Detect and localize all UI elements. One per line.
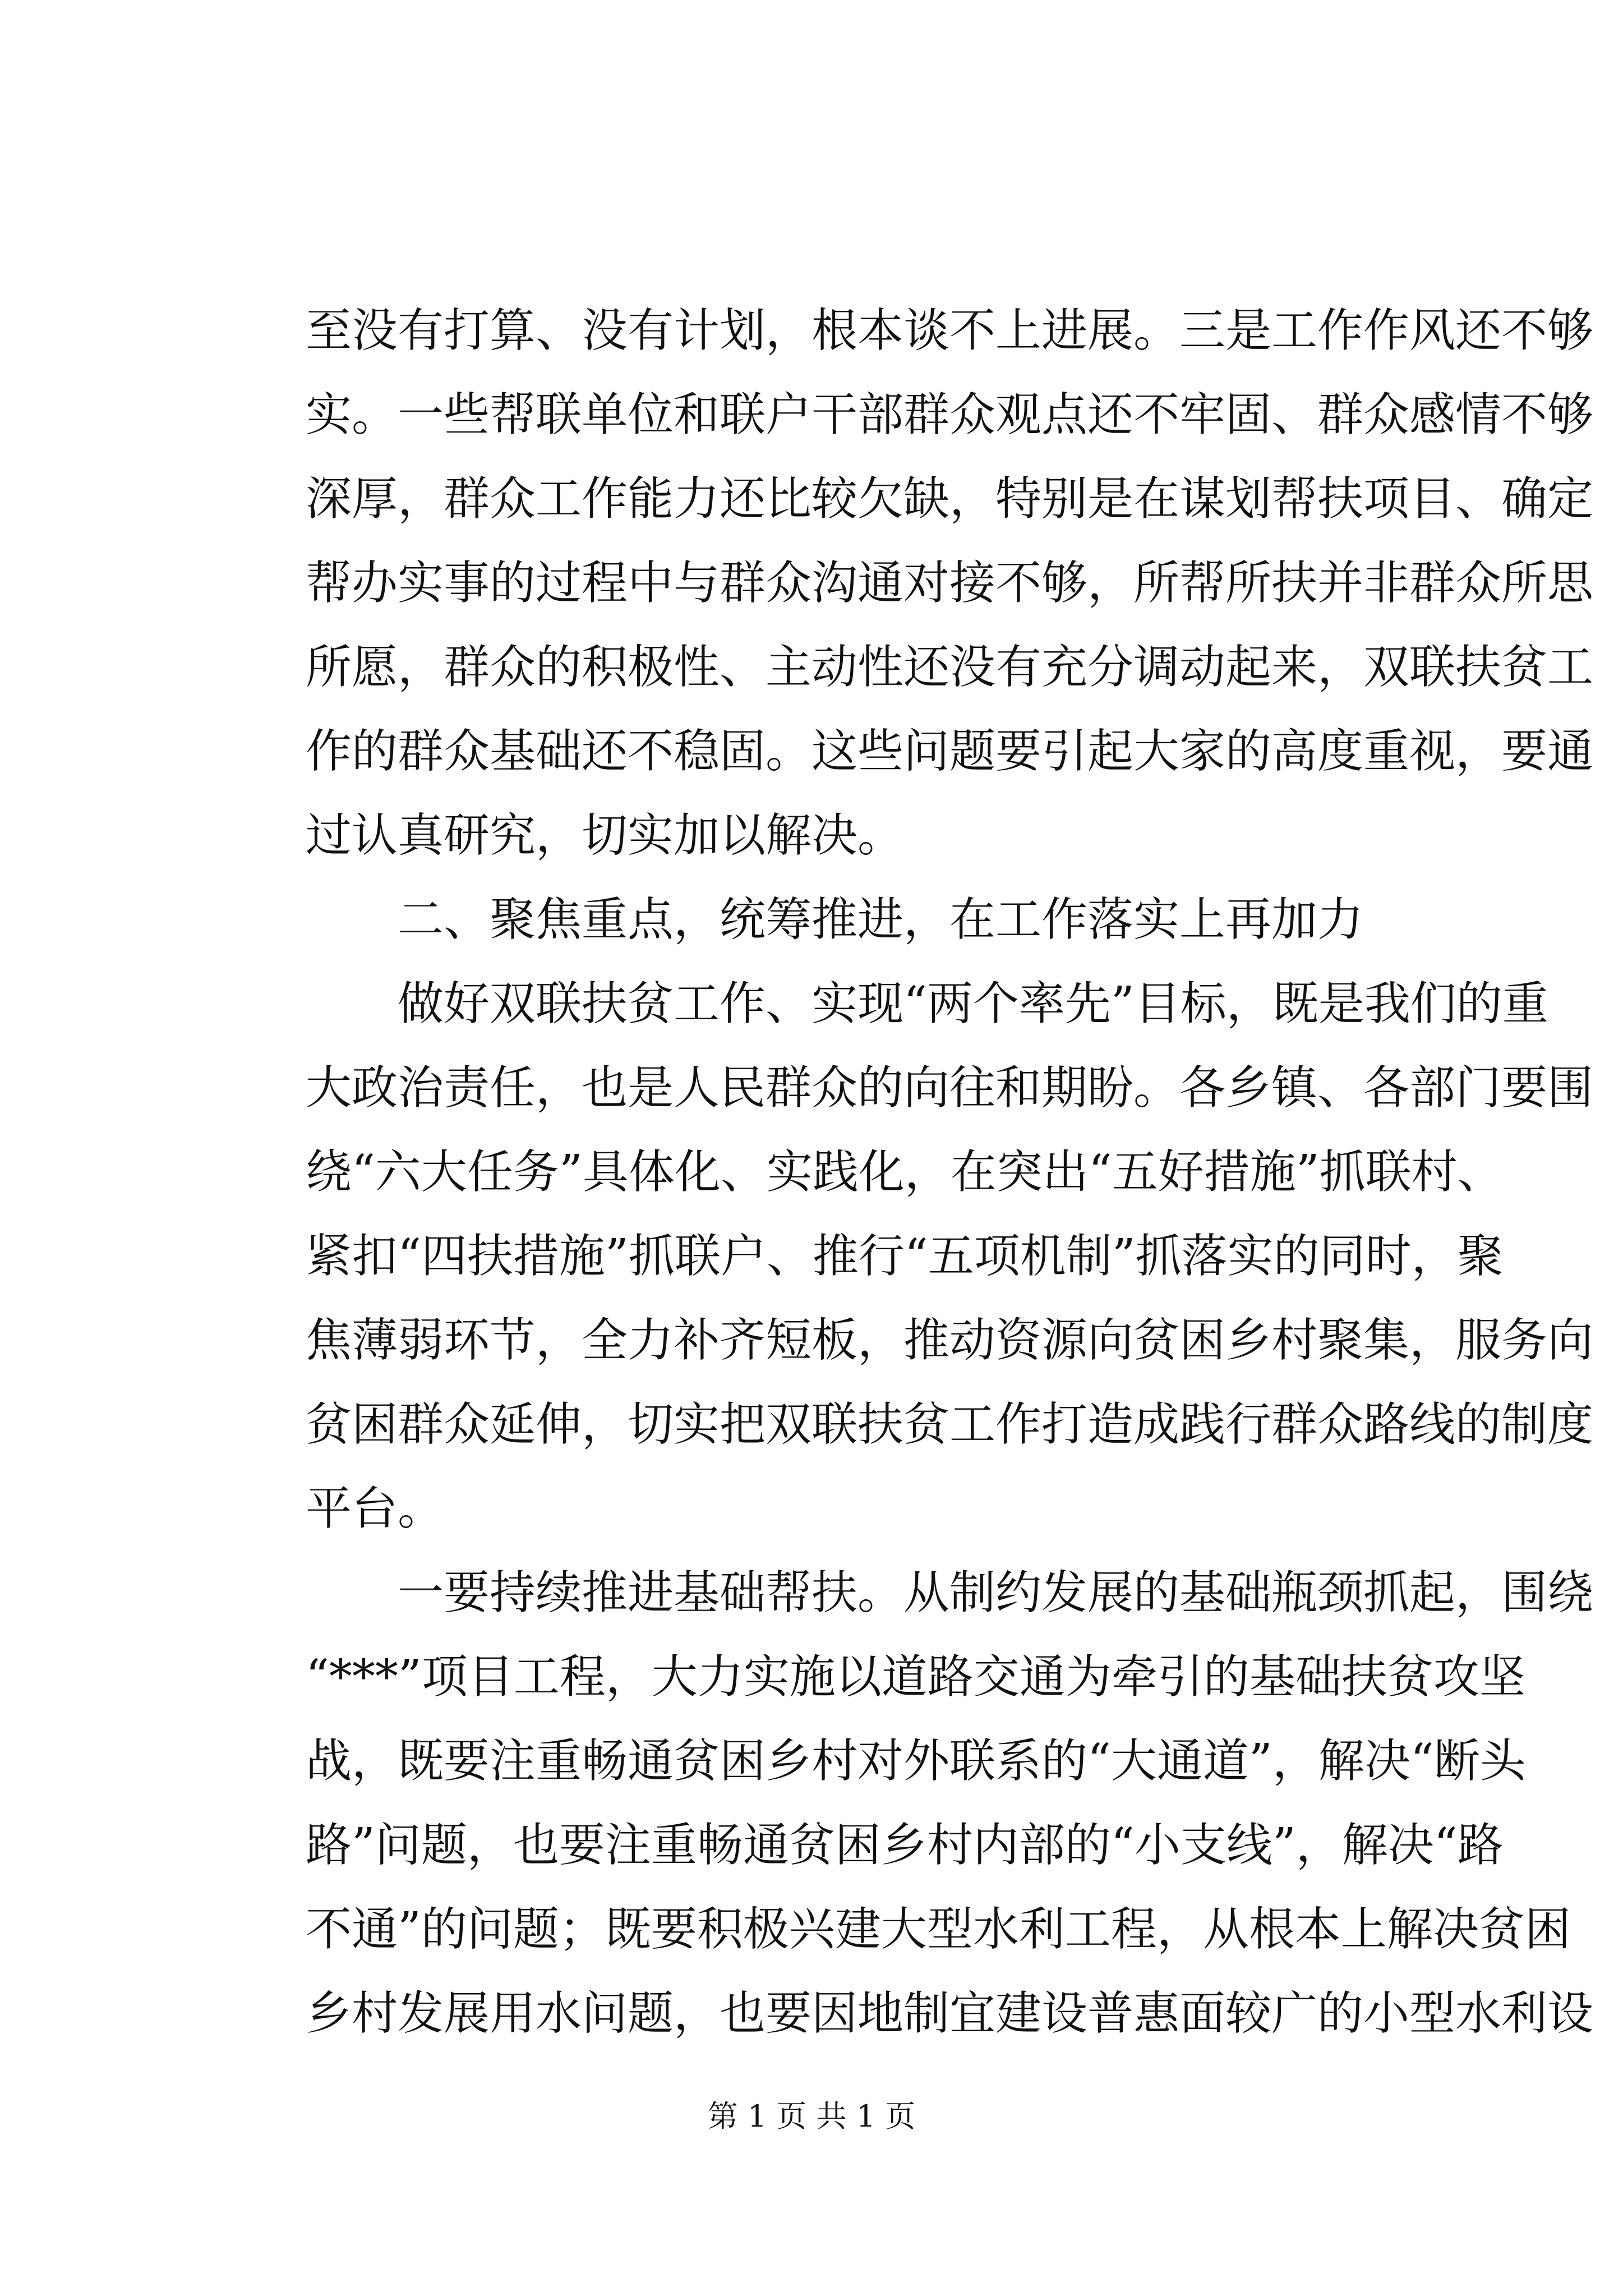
text-line: “***”项目工程，大力实施以道路交通为牵引的基础扶贫攻坚 xyxy=(306,1650,1525,1704)
text-line: 平台。 xyxy=(306,1482,444,1535)
text-line: 至没有打算、没有计划，根本谈不上进展。三是工作作风还不够 xyxy=(306,304,1594,357)
text-line: 绕“六大任务”具体化、实践化，在突出“五好措施”抓联村、 xyxy=(306,1145,1504,1199)
text-line: 实。一些帮联单位和联户干部群众观点还不牢固、群众感情不够 xyxy=(306,388,1594,441)
text-line: 一要持续推进基础帮扶。从制约发展的基础瓶颈抓起，围绕 xyxy=(398,1566,1594,1619)
text-line: 所愿，群众的积极性、主动性还没有充分调动起来，双联扶贫工 xyxy=(306,641,1594,694)
text-line: 紧扣“四扶措施”抓联户、推行“五项机制”抓落实的同时，聚 xyxy=(306,1230,1504,1283)
text-line: 大政治责任，也是人民群众的向往和期盼。各乡镇、各部门要围 xyxy=(306,1061,1594,1115)
text-line: 帮办实事的过程中与群众沟通对接不够，所帮所扶并非群众所思 xyxy=(306,556,1594,610)
page-footer xyxy=(0,2097,1623,2136)
text-line: 深厚，群众工作能力还比较欠缺，特别是在谋划帮扶项目、确定 xyxy=(306,472,1594,526)
text-line: 过认真研究，切实加以解决。 xyxy=(306,809,904,862)
text-line: 不通”的问题；既要积极兴建大型水利工程，从根本上解决贫困 xyxy=(306,1903,1571,1956)
text-line: 焦薄弱环节，全力补齐短板，推动资源向贫困乡村聚集，服务向 xyxy=(306,1314,1594,1367)
text-line: 乡村发展用水问题，也要因地制宜建设普惠面较广的小型水利设 xyxy=(306,1987,1594,2040)
page-number-label: 第 1 页 共 1 页 xyxy=(707,2099,916,2134)
section-heading: 二、聚焦重点，统筹推进，在工作落实上再加力 xyxy=(398,893,1364,946)
text-line: 作的群众基础还不稳固。这些问题要引起大家的高度重视，要通 xyxy=(306,725,1594,778)
text-line: 贫困群众延伸，切实把双联扶贫工作打造成践行群众路线的制度 xyxy=(306,1398,1594,1451)
text-line: 战，既要注重畅通贫困乡村对外联系的“大通道”，解决“断头 xyxy=(306,1734,1526,1788)
text-line: 做好双联扶贫工作、实现“两个率先”目标，既是我们的重 xyxy=(398,977,1548,1030)
text-line: 路”问题，也要注重畅通贫困乡村内部的“小支线”，解决“路 xyxy=(306,1819,1504,1872)
